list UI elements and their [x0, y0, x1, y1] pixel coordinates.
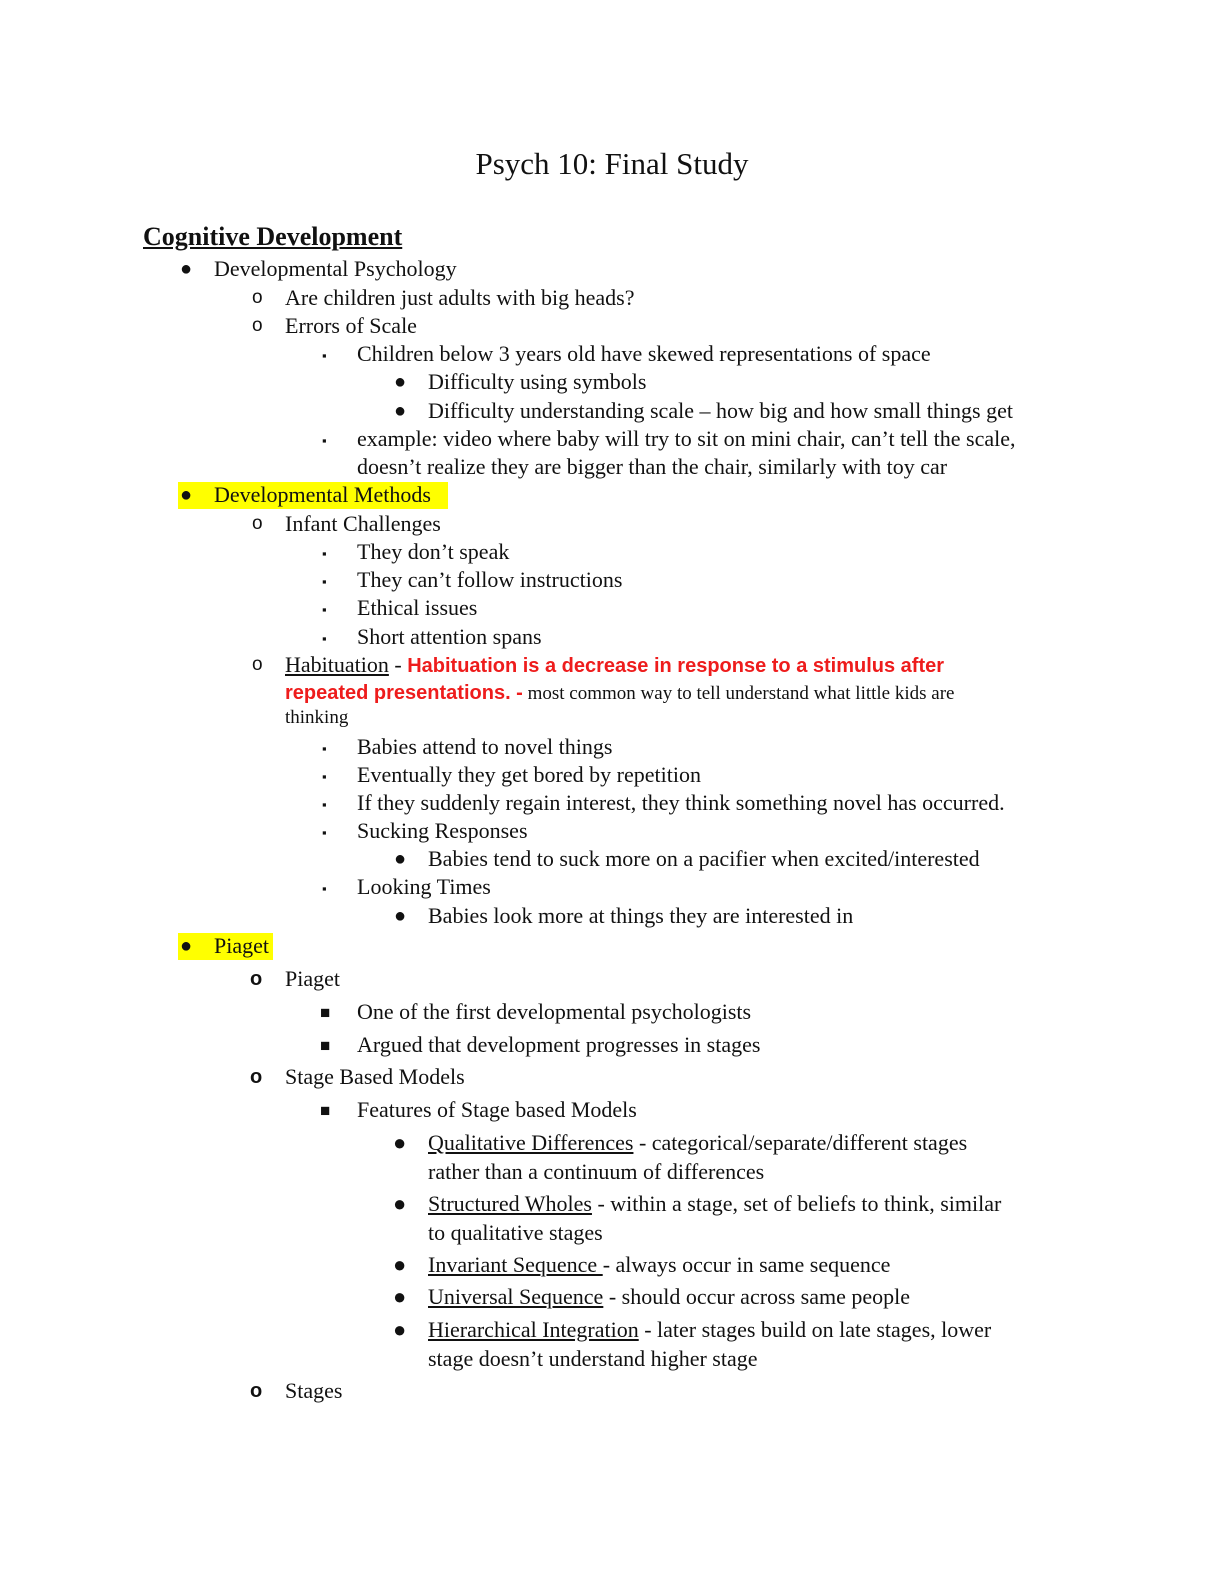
bullet-dot-icon: ● [394, 371, 407, 393]
list-item-text: Developmental Psychology [214, 256, 457, 281]
list-item-text: Stage Based Models [285, 1064, 465, 1089]
bullet-ring-icon: o [252, 315, 263, 336]
definition-text: repeated presentations. - [285, 682, 523, 704]
list-item-text: example: video where baby will try to sit on mini chair, can’t tell the scale, [357, 426, 1016, 451]
bullet-dot-icon: ● [393, 1284, 407, 1309]
bullet-square-icon: ▪ [322, 741, 327, 756]
list-item-text: Stages [285, 1378, 343, 1403]
term-hierarchical-integration: Hierarchical Integration [428, 1317, 639, 1342]
list-item-text: One of the first developmental psychologists [357, 999, 752, 1024]
bullet-square-icon: ▪ [322, 433, 327, 448]
note-text: thinking [285, 707, 349, 728]
term-description: - categorical/separate/different stages [633, 1130, 968, 1155]
section-heading: Cognitive Development [143, 222, 403, 251]
list-item-text: Looking Times [357, 874, 491, 899]
list-item-text [428, 1251, 890, 1279]
list-item-text: Difficulty using symbols [428, 369, 647, 394]
term-description: - should occur across same people [603, 1284, 911, 1309]
list-item-text: Short attention spans [357, 624, 542, 649]
bullet-square-icon: ■ [320, 1003, 331, 1022]
bullet-square-icon: ▪ [322, 546, 327, 561]
bullet-square-icon: ■ [320, 1036, 331, 1055]
list-item-text [428, 1190, 1001, 1218]
list-item-text: Children below 3 years old have skewed representations of space [357, 341, 931, 366]
list-item-text: Babies tend to suck more on a pacifier when excited/interested [428, 846, 980, 871]
bullet-dot-icon: ● [393, 1191, 407, 1216]
bullet-square-icon: ▪ [322, 825, 327, 840]
bullet-ring-icon: o [250, 968, 263, 990]
bullet-dot-icon: ● [394, 848, 407, 870]
list-item-text: If they suddenly regain interest, they think something novel has occurred. [357, 790, 1005, 815]
bullet-ring-icon: o [252, 513, 263, 534]
term-invariant-sequence: Invariant Sequence [428, 1252, 603, 1277]
bullet-dot-icon: ● [393, 1252, 407, 1277]
list-item-text: Babies attend to novel things [357, 734, 613, 759]
term-structured-wholes: Structured Wholes [428, 1191, 592, 1216]
term-description: rather than a continuum of differences [428, 1159, 765, 1184]
list-item-text: Infant Challenges [285, 511, 441, 536]
bullet-dot-icon: ● [394, 400, 407, 422]
term-description: - always occur in same sequence [602, 1252, 891, 1277]
bullet-square-icon: ▪ [322, 797, 327, 812]
bullet-dot-icon: ● [180, 935, 193, 957]
list-item-text [428, 1129, 967, 1157]
list-item-text: They don’t speak [357, 539, 510, 564]
bullet-square-icon: ▪ [322, 631, 327, 646]
bullet-square-icon: ▪ [322, 602, 327, 617]
bullet-dot-icon: ● [393, 1130, 407, 1155]
bullet-square-icon: ▪ [322, 348, 327, 363]
bullet-square-icon: ▪ [322, 769, 327, 784]
bullet-ring-icon: o [250, 1380, 263, 1402]
list-item-text: Babies look more at things they are interested in [428, 903, 854, 928]
bullet-square-icon: ▪ [322, 574, 327, 589]
term-description: to qualitative stages [428, 1220, 603, 1245]
bullet-ring-icon: o [252, 654, 263, 675]
list-item-text: Developmental Methods [214, 482, 431, 507]
list-item-text: Sucking Responses [357, 818, 528, 843]
page-title: Psych 10: Final Study [475, 146, 749, 181]
list-item-text: Are children just adults with big heads? [285, 285, 635, 310]
bullet-dot-icon: ● [394, 905, 407, 927]
definition-text: Habituation is a decrease in response to a stimulus after [407, 655, 945, 677]
list-item-text: doesn’t realize they are bigger than the chair, similarly with toy car [357, 454, 948, 479]
term-universal-sequence: Universal Sequence [428, 1284, 604, 1309]
list-item-text [285, 678, 954, 708]
list-item-text: Difficulty understanding scale – how big and how small things get [428, 398, 1013, 423]
separator: - [388, 652, 408, 677]
bullet-square-icon: ■ [320, 1101, 331, 1120]
list-item-text: Piaget [285, 966, 340, 991]
list-item-text: Errors of Scale [285, 313, 417, 338]
list-item-text: Argued that development progresses in stages [357, 1032, 761, 1057]
term-qualitative-differences: Qualitative Differences [428, 1130, 634, 1155]
list-item-text [428, 1283, 910, 1311]
bullet-dot-icon: ● [180, 484, 193, 506]
bullet-ring-icon: o [250, 1066, 263, 1088]
bullet-dot-icon: ● [180, 258, 193, 280]
list-item-text: Piaget [214, 933, 269, 958]
bullet-ring-icon: o [252, 287, 263, 308]
list-item-text: They can’t follow instructions [357, 567, 623, 592]
term-description: - later stages build on late stages, lower [638, 1317, 992, 1342]
bullet-square-icon: ▪ [322, 881, 327, 896]
term-habituation: Habituation [285, 652, 389, 677]
note-text: most common way to tell understand what little kids are [522, 683, 955, 704]
bullet-dot-icon: ● [393, 1317, 407, 1342]
term-description: - within a stage, set of beliefs to think, similar [591, 1191, 1002, 1216]
term-description: stage doesn’t understand higher stage [428, 1346, 758, 1371]
list-item-text: Features of Stage based Models [357, 1097, 637, 1122]
list-item-text: Ethical issues [357, 595, 478, 620]
list-item-text [285, 651, 944, 680]
list-item-text [428, 1316, 991, 1344]
list-item-text: Eventually they get bored by repetition [357, 762, 701, 787]
